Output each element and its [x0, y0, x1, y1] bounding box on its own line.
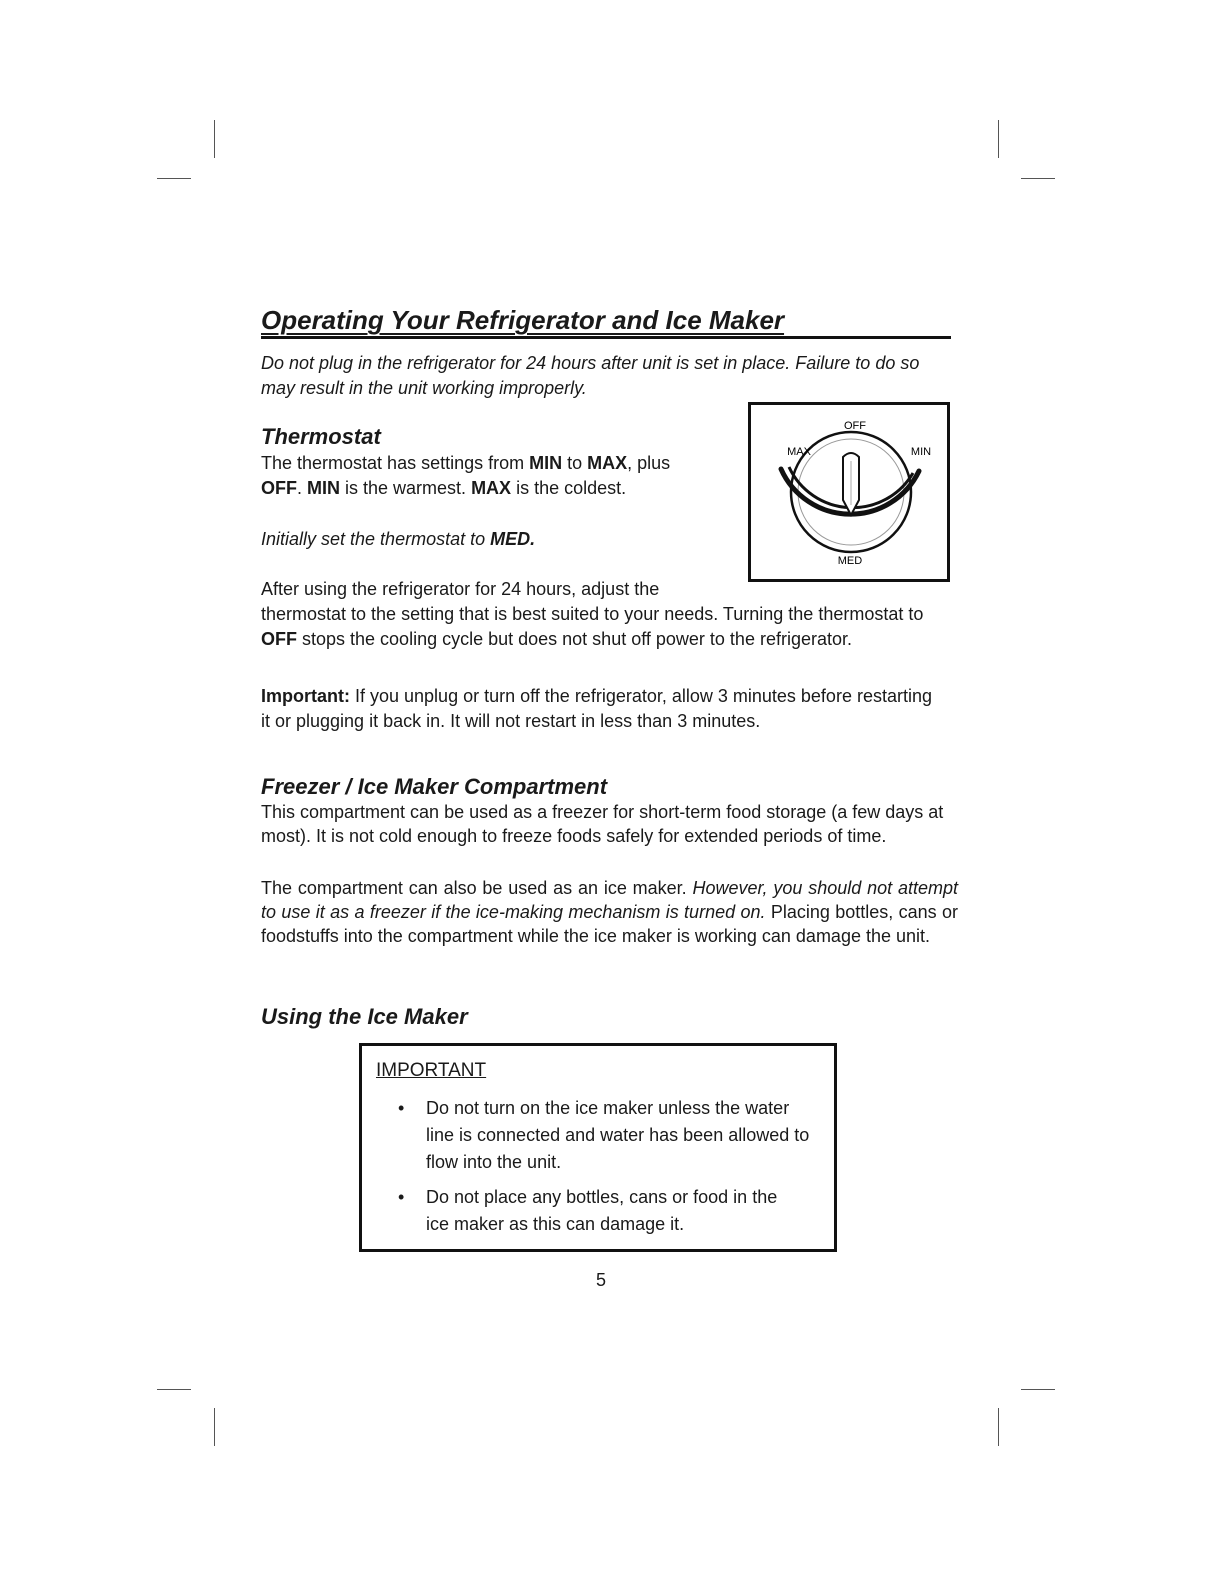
important-bullet-item [398, 1095, 816, 1176]
important-bullet-text: Do not turn on the ice maker unless the water line is connected and water has been allowed to flow into the unit. [426, 1098, 810, 1172]
crop-mark-bottom-left-h [157, 1389, 191, 1390]
crop-mark-bottom-right-v [998, 1408, 999, 1446]
thermostat-heading: Thermostat [261, 424, 381, 449]
freezer-storage-text: This compartment can be used as a freezer for short-term food storage (a few days at most). It is not cold enough to freeze foods safely for extended periods of time. [261, 802, 944, 846]
freezer-ice-maker-text: The compartment can also be used as an ice maker. However, you should not attempt to use it as a freezer if the ice-making mechanism is turned on. Placing bottles, cans or foodstuffs into the compartment while the ice maker is working can damage the unit. [261, 878, 958, 946]
thermostat-adjust-text: After using the refrigerator for 24 hours, adjust the thermostat to the setting that is best suited to your needs. Turning the thermostat to OFF stops the cooling cycle but does not shut off power to the refrigerator. [261, 579, 924, 649]
crop-mark-top-left-v [214, 120, 215, 158]
intro-warning: Do not plug in the refrigerator for 24 hours after unit is set in place. Failure to do so may result in the unit working improperly. [261, 353, 920, 398]
important-callout-heading: IMPORTANT [376, 1060, 487, 1081]
page-title: Operating Your Refrigerator and Ice Maker [261, 304, 951, 339]
thermostat-initial-setting: Initially set the thermostat to MED. [261, 529, 536, 549]
page-number: 5 [596, 1270, 607, 1290]
important-callout-box [359, 1043, 837, 1252]
thermostat-dial-icon [751, 405, 947, 579]
crop-mark-top-right-v [998, 120, 999, 158]
crop-mark-top-left-h [157, 178, 191, 179]
crop-mark-top-right-h [1021, 178, 1055, 179]
ice-maker-heading: Using the Ice Maker [261, 1004, 468, 1029]
important-bullet-item [398, 1184, 796, 1238]
dial-label-max: MAX [787, 446, 811, 458]
bullet-icon: • [398, 1187, 405, 1207]
dial-label-off: OFF [844, 420, 866, 432]
dial-label-med: MED [837, 555, 863, 567]
freezer-heading: Freezer / Ice Maker Compartment [261, 774, 608, 799]
thermostat-important-note: Important: If you unplug or turn off the refrigerator, allow 3 minutes before restarting it or plugging it back in. It will not restart in less than 3 minutes. [261, 686, 932, 731]
dial-label-min: MIN [910, 446, 932, 458]
crop-mark-bottom-right-h [1021, 1389, 1055, 1390]
bullet-icon: • [398, 1098, 405, 1118]
thermostat-dial-illustration [748, 402, 950, 582]
important-bullet-text: Do not place any bottles, cans or food in the ice maker as this can damage it. [426, 1187, 778, 1234]
crop-mark-bottom-left-v [214, 1408, 215, 1446]
thermostat-settings-text: The thermostat has settings from MIN to MAX, plus OFF. MIN is the warmest. MAX is the coldest. [261, 453, 671, 498]
